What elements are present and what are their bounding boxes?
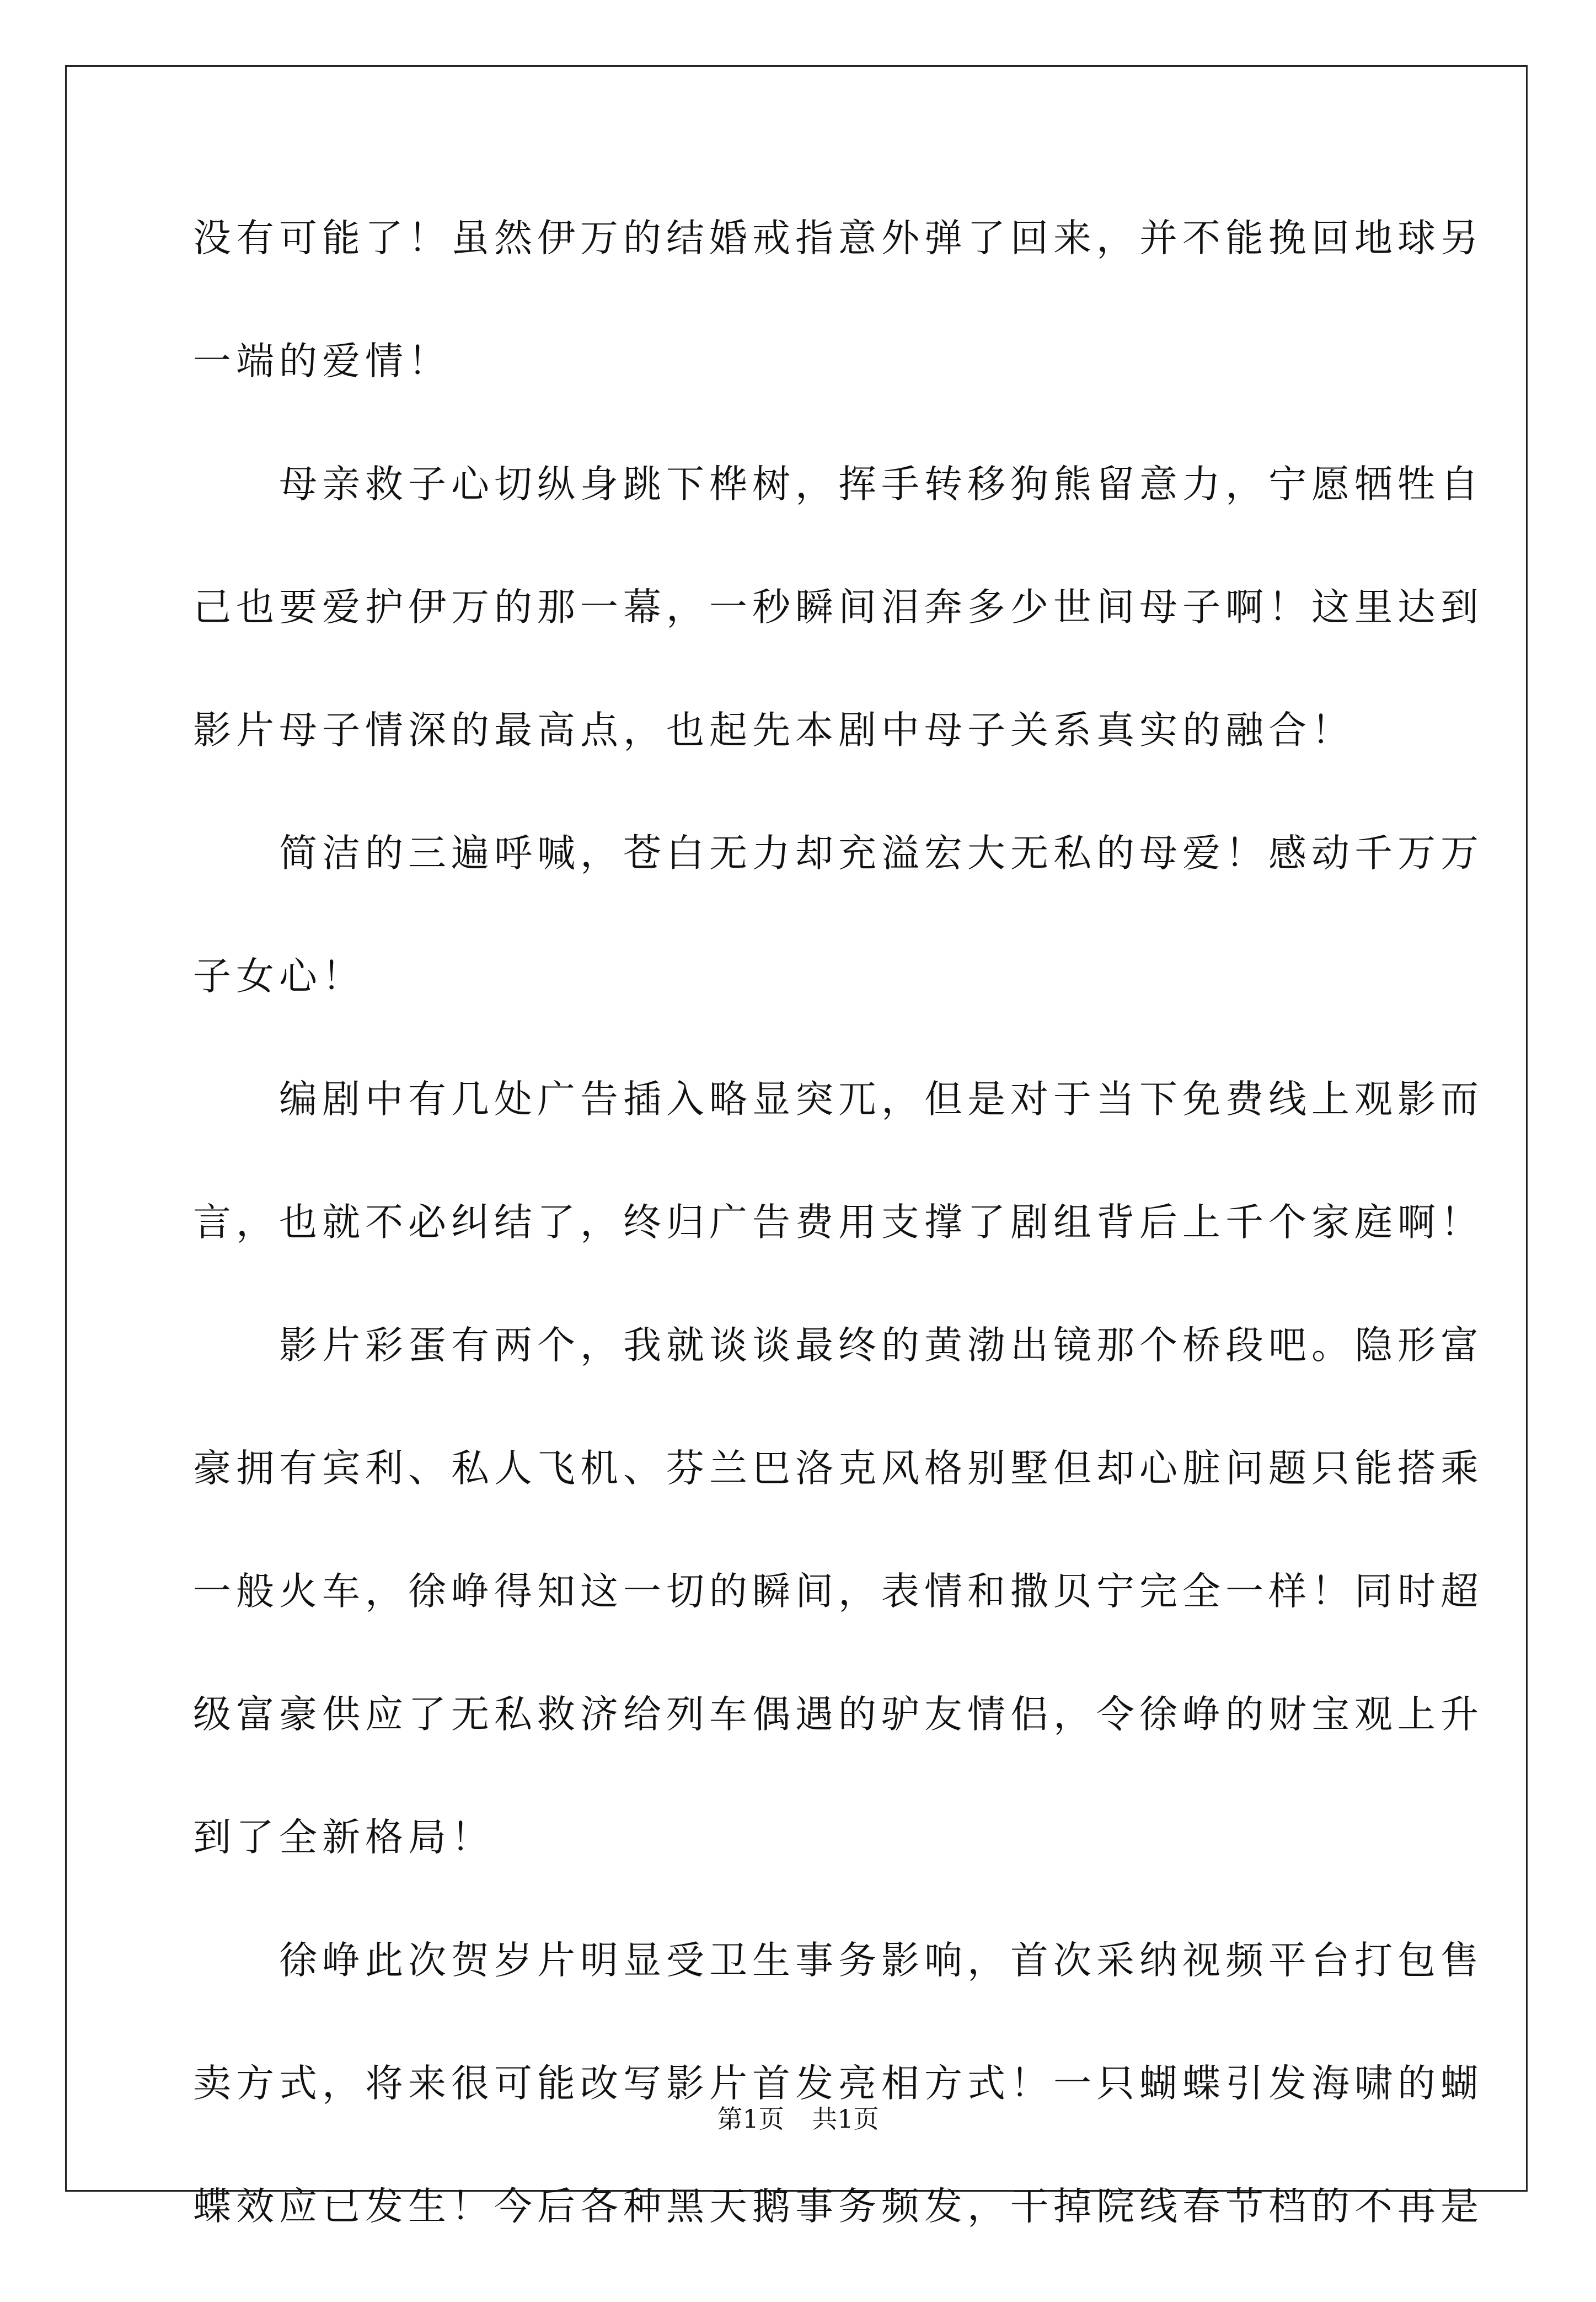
- text-line: 言，也就不必纠结了，终归广告费用支撑了剧组背后上千个家庭啊！: [193, 1200, 1483, 1245]
- document-body: [193, 211, 1483, 2302]
- text-line: 子女心！: [193, 954, 365, 998]
- text-line: 卖方式，将来很可能改写影片首发亮相方式！一只蝴蝶引发海啸的蝴: [193, 2061, 1483, 2106]
- text-line: 己也要爱护伊万的那一幕，一秒瞬间泪奔多少世间母子啊！这里达到: [193, 585, 1483, 629]
- text-line: 级富豪供应了无私救济给列车偶遇的驴友情侣，令徐峥的财宝观上升: [193, 1692, 1483, 1737]
- text-line: 到了全新格局！: [193, 1815, 494, 1860]
- text-line: 影片彩蛋有两个，我就谈谈最终的黄渤出镜那个桥段吧。隐形富: [193, 1323, 1483, 1368]
- text-line: 一般火车，徐峥得知这一切的瞬间，表情和撒贝宁完全一样！同时超: [193, 1569, 1483, 1614]
- text-line: 简洁的三遍呼喊，苍白无力却充溢宏大无私的母爱！感动千万万: [193, 831, 1483, 875]
- text-line: 豪拥有宾利、私人飞机、芬兰巴洛克风格别墅但却心脏问题只能搭乘: [193, 1446, 1483, 1491]
- text-line: 蝶效应已发生！今后各种黑天鹅事务频发，干掉院线春节档的不再是: [193, 2185, 1483, 2229]
- text-line: 没有可能了！虽然伊万的结婚戒指意外弹了回来，并不能挽回地球另: [193, 216, 1483, 260]
- page-total: 共1页: [812, 2104, 879, 2134]
- text-line: 母亲救子心切纵身跳下桦树，挥手转移狗熊留意力，宁愿牺牲自: [193, 462, 1483, 506]
- page-footer: [0, 2099, 1596, 2135]
- text-line: 徐峥此次贺岁片明显受卫生事务影响，首次采纳视频平台打包售: [193, 1938, 1483, 1983]
- text-line: 影片母子情深的最高点，也起先本剧中母子关系真实的融合！: [193, 708, 1354, 752]
- text-line: 编剧中有几处广告插入略显突兀，但是对于当下免费线上观影而: [193, 1077, 1483, 1121]
- text-line: 一端的爱情！: [193, 339, 451, 383]
- page-number: 第1页: [717, 2104, 784, 2134]
